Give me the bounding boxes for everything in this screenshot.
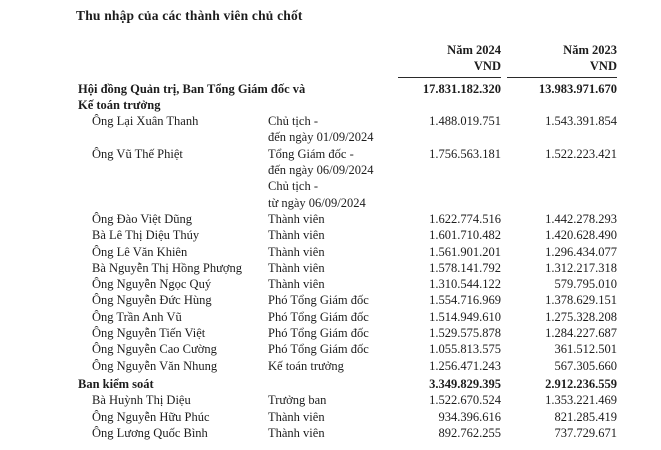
value-2024: 1.514.949.610 xyxy=(429,309,501,324)
table-row xyxy=(76,244,617,260)
member-position xyxy=(268,146,398,211)
member-name xyxy=(76,292,268,308)
value-2023: 1.543.391.854 xyxy=(545,114,617,129)
member-name xyxy=(76,358,268,374)
column-header-2023 xyxy=(507,42,617,78)
table-row xyxy=(76,146,617,211)
value-2024: 17.831.182.320 xyxy=(422,81,501,96)
text-line: Ông Lê Văn Khiên xyxy=(92,244,188,259)
table-row xyxy=(76,409,617,425)
text-line: Thành viên xyxy=(268,211,325,226)
text-line: Bà Huỳnh Thị Diệu xyxy=(92,393,191,408)
value-2024: 1.554.716.969 xyxy=(429,293,501,308)
text-line: Ông Nguyễn Văn Nhung xyxy=(92,358,218,373)
text-line: Thành viên xyxy=(268,425,325,440)
table-row xyxy=(76,276,617,292)
value-2023: 579.795.010 xyxy=(554,277,617,292)
value-2024: 1.529.575.878 xyxy=(429,326,501,341)
member-name xyxy=(76,211,268,227)
member-position xyxy=(268,309,398,325)
value-2024: 1.055.813.575 xyxy=(429,342,501,357)
member-position xyxy=(268,211,398,227)
income-table xyxy=(76,42,617,441)
text-line: Ông Vũ Thế Phiệt xyxy=(92,146,183,161)
table-row xyxy=(76,425,617,441)
text-line: Kế toán trưởng xyxy=(268,358,344,373)
value-2023: 1.296.434.077 xyxy=(545,244,617,259)
value-2024: 1.601.710.482 xyxy=(429,228,501,243)
member-name xyxy=(76,244,268,260)
value-2023: 737.729.671 xyxy=(554,425,617,440)
table-row xyxy=(76,292,617,308)
table-row xyxy=(76,227,617,243)
table-header xyxy=(76,42,617,78)
table-row xyxy=(76,358,617,374)
text-line: Ông Trần Anh Vũ xyxy=(92,309,182,324)
member-position xyxy=(268,392,398,408)
value-2024: 1.756.563.181 xyxy=(429,146,501,161)
value-2023: 567.305.660 xyxy=(554,358,617,373)
text-line: Thành viên xyxy=(268,409,325,424)
text-line: Thành viên xyxy=(268,260,325,275)
value-2023: 2.912.236.559 xyxy=(545,376,617,391)
table-row xyxy=(76,309,617,325)
value-2024: 1.622.774.516 xyxy=(429,211,501,226)
table-row xyxy=(76,376,617,392)
value-2023: 821.285.419 xyxy=(554,409,617,424)
member-position xyxy=(268,358,398,374)
value-2024: 1.522.670.524 xyxy=(429,393,501,408)
member-name xyxy=(76,309,268,325)
member-position xyxy=(268,227,398,243)
value-2023: 1.353.221.469 xyxy=(545,393,617,408)
member-name xyxy=(76,392,268,408)
column-header-2024 xyxy=(398,42,501,78)
column-year-2023: Năm 2023 xyxy=(563,43,617,57)
text-line: Phó Tổng Giám đốc xyxy=(268,326,369,341)
text-line: Tổng Giám đốc - xyxy=(268,146,354,161)
member-name xyxy=(76,227,268,243)
member-position xyxy=(268,244,398,260)
value-2023: 1.378.629.151 xyxy=(545,293,617,308)
member-position xyxy=(268,341,398,357)
section-title xyxy=(76,376,398,392)
member-position xyxy=(268,276,398,292)
value-2023: 1.312.217.318 xyxy=(545,260,617,275)
member-name xyxy=(76,260,268,276)
text-line: đến ngày 01/09/2024 xyxy=(268,130,374,145)
member-position xyxy=(268,409,398,425)
member-name xyxy=(76,276,268,292)
text-line: Phó Tổng Giám đốc xyxy=(268,309,369,324)
text-line: từ ngày 06/09/2024 xyxy=(268,195,366,210)
text-line: Ban kiểm soát xyxy=(78,376,154,391)
header-spacer xyxy=(76,42,398,78)
text-line: Bà Nguyễn Thị Hồng Phượng xyxy=(92,260,242,275)
table-row xyxy=(76,81,617,114)
value-2023: 1.275.328.208 xyxy=(545,309,617,324)
text-line: Kế toán trưởng xyxy=(78,97,161,112)
text-line: Ông Lương Quốc Bình xyxy=(92,425,208,440)
text-line: đến ngày 06/09/2024 xyxy=(268,163,374,178)
value-2023: 1.522.223.421 xyxy=(545,146,617,161)
text-line: Trưởng ban xyxy=(268,393,327,408)
table-row xyxy=(76,325,617,341)
text-line: Phó Tổng Giám đốc xyxy=(268,342,369,357)
text-line: Ông Nguyễn Đức Hùng xyxy=(92,293,212,308)
text-line: Ông Nguyễn Hữu Phúc xyxy=(92,409,210,424)
value-2024: 1.578.141.792 xyxy=(429,260,501,275)
member-position xyxy=(268,260,398,276)
value-2024: 1.561.901.201 xyxy=(429,244,501,259)
table-row xyxy=(76,392,617,408)
text-line: Chủ tịch - xyxy=(268,179,318,194)
value-2023: 1.442.278.293 xyxy=(545,211,617,226)
member-position xyxy=(268,113,398,146)
value-2024: 1.310.544.122 xyxy=(429,277,501,292)
table-row xyxy=(76,260,617,276)
text-line: Ông Nguyễn Cao Cường xyxy=(92,342,217,357)
member-name xyxy=(76,409,268,425)
text-line: Ông Nguyễn Tiến Việt xyxy=(92,326,206,341)
member-name xyxy=(76,341,268,357)
value-2023: 13.983.971.670 xyxy=(538,81,617,96)
text-line: Chủ tịch - xyxy=(268,114,318,129)
value-2023: 1.284.227.687 xyxy=(545,326,617,341)
member-name xyxy=(76,325,268,341)
value-2024: 3.349.829.395 xyxy=(429,376,501,391)
text-line: Thành viên xyxy=(268,244,325,259)
text-line: Thành viên xyxy=(268,228,325,243)
text-line: Ông Đào Việt Dũng xyxy=(92,211,193,226)
column-unit-2024: VND xyxy=(473,59,501,74)
table-row xyxy=(76,341,617,357)
table-row xyxy=(76,113,617,146)
member-name xyxy=(76,113,268,129)
text-line: Ông Lại Xuân Thanh xyxy=(92,114,199,129)
member-position xyxy=(268,325,398,341)
text-line: Ông Nguyễn Ngọc Quý xyxy=(92,277,212,292)
column-year-2024: Năm 2024 xyxy=(447,43,501,57)
member-position xyxy=(268,425,398,441)
value-2024: 892.762.255 xyxy=(438,425,501,440)
member-name xyxy=(76,146,268,162)
value-2023: 1.420.628.490 xyxy=(545,228,617,243)
section-title xyxy=(76,81,398,114)
member-name xyxy=(76,425,268,441)
value-2024: 1.488.019.751 xyxy=(429,114,501,129)
member-position xyxy=(268,292,398,308)
text-line: Thành viên xyxy=(268,277,325,292)
value-2024: 1.256.471.243 xyxy=(429,358,501,373)
value-2024: 934.396.616 xyxy=(438,409,501,424)
table-row xyxy=(76,211,617,227)
page-title: Thu nhập của các thành viên chủ chốt xyxy=(76,8,303,23)
column-unit-2023: VND xyxy=(589,59,617,74)
text-line: Bà Lê Thị Diệu Thúy xyxy=(92,228,200,243)
text-line: Phó Tổng Giám đốc xyxy=(268,293,369,308)
table-body xyxy=(76,78,617,442)
text-line: Hội đồng Quản trị, Ban Tổng Giám đốc và xyxy=(78,81,306,96)
value-2023: 361.512.501 xyxy=(554,342,617,357)
